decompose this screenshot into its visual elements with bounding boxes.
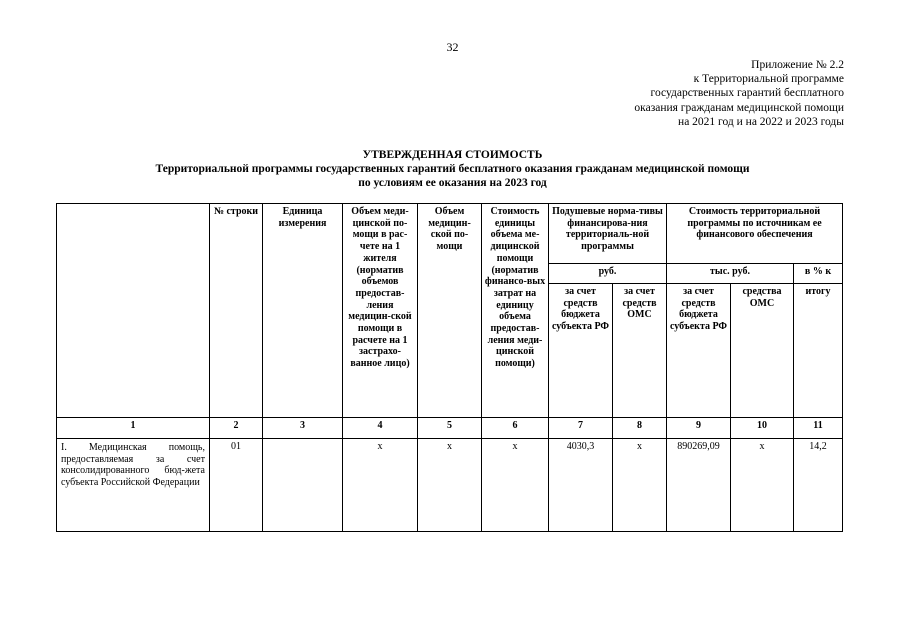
header-unit-cost: Стоимость единицы объема ме-дицинской помощи (норматив финансо-вых затрат на единицу объема предостав-ления меди-цинской помощи) (482, 204, 549, 418)
header-cost-oms: средства ОМС (731, 284, 794, 418)
column-number-row (57, 418, 843, 439)
header-row (57, 204, 843, 264)
header-unit: Единица измерения (263, 204, 343, 418)
header-cost-sources-group: Стоимость территориальной программы по источникам ее финансового обеспечения (667, 204, 843, 264)
header-per-capita-oms: за счет средств ОМС (613, 284, 667, 418)
row-unit (263, 439, 343, 532)
column-number: 7 (549, 418, 613, 439)
row-percent: 14,2 (794, 439, 843, 532)
table-row (57, 439, 843, 532)
appendix-line: оказания гражданам медицинской помощи (634, 101, 844, 114)
column-number: 1 (57, 418, 210, 439)
row-unit-cost: х (482, 439, 549, 532)
header-volume-per-capita: Объем меди-цинской по-мощи в рас-чете на 1 жителя (норматив объемов предостав-ления медицин-ской помощи в расчете на 1 застрахо-ванное лицо) (343, 204, 418, 418)
appendix-line: на 2021 год и на 2022 и 2023 годы (678, 115, 844, 128)
row-cost-oms: х (731, 439, 794, 532)
row-number: 01 (210, 439, 263, 532)
row-volume-per-capita: х (343, 439, 418, 532)
column-number: 2 (210, 418, 263, 439)
appendix-note (634, 58, 844, 129)
header-cost-budget: за счет средств бюджета субъекта РФ (667, 284, 731, 418)
document-title: УТВЕРЖДЕННАЯ СТОИМОСТЬ (362, 149, 543, 161)
row-per-capita-budget: 4030,3 (549, 439, 613, 532)
appendix-line: государственных гарантий бесплатного (650, 87, 844, 100)
appendix-line: к Территориальной программе (693, 73, 844, 86)
header-thous-rub: тыс. руб. (667, 264, 794, 284)
row-per-capita-oms: х (613, 439, 667, 532)
column-number: 5 (418, 418, 482, 439)
document-subtitle: Территориальной программы государственных гарантий бесплатного оказания гражданам медицинской помощи (155, 163, 750, 175)
header-name-cell (57, 204, 210, 418)
header-total: итогу (794, 284, 843, 418)
page-number: 32 (446, 40, 459, 54)
row-name: I. Медицинская помощь, предоставляемая за счет консолидированного бюд-жета субъекта Российской Федерации (57, 439, 210, 532)
cost-table (56, 203, 843, 532)
column-number: 3 (263, 418, 343, 439)
header-volume: Объем медицин-ской по-мощи (418, 204, 482, 418)
header-per-capita-budget: за счет средств бюджета субъекта РФ (549, 284, 613, 418)
column-number: 9 (667, 418, 731, 439)
row-volume: х (418, 439, 482, 532)
appendix-line: Приложение № 2.2 (751, 59, 844, 71)
header-percent: в % к (794, 264, 843, 284)
column-number: 6 (482, 418, 549, 439)
column-number: 4 (343, 418, 418, 439)
header-row-no: № строки (210, 204, 263, 418)
document-subtitle-period: по условиям ее оказания на 2023 год (358, 177, 547, 189)
column-number: 8 (613, 418, 667, 439)
header-per-capita-group: Подушевые норма-тивы финансирова-ния территориаль-ной программы (549, 204, 667, 264)
column-number: 10 (731, 418, 794, 439)
header-rub: руб. (549, 264, 667, 284)
row-cost-budget: 890269,09 (667, 439, 731, 532)
column-number: 11 (794, 418, 843, 439)
